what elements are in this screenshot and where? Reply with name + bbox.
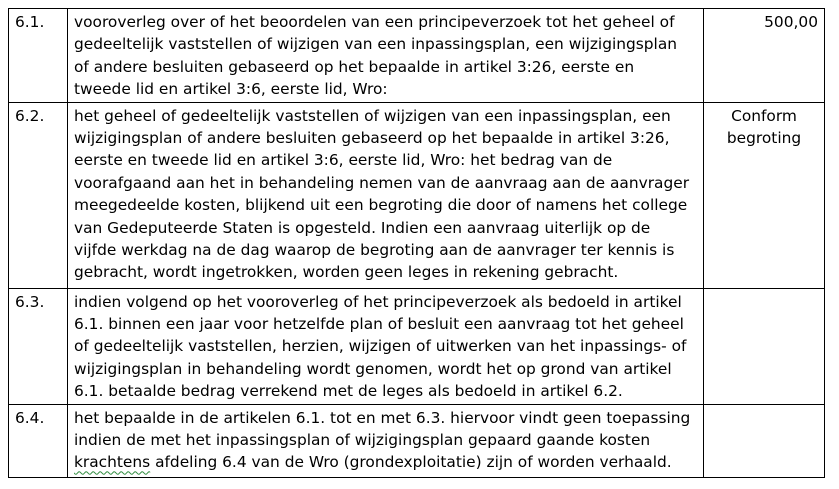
article-description — [68, 288, 704, 404]
table-row — [9, 288, 825, 404]
text-line-remainder: afdeling 6.4 van de Wro (grondexploitatie) zijn of worden verhaald. — [155, 453, 672, 472]
text-line: gebracht, wordt ingetrokken, worden geen leges in rekening gebracht. — [74, 263, 619, 282]
fee-amount — [704, 102, 825, 288]
text-line: eerste en tweede lid en artikel 3:6, eerste lid, Wro: het bedrag van de — [74, 151, 613, 170]
table-row — [9, 9, 825, 103]
text-line: het geheel of gedeeltelijk vaststellen of wijzigen van een inpassingsplan, een — [74, 106, 671, 125]
text-line: of andere besluiten gebaseerd op het bepaalde in artikel 3:26, eerste en — [74, 57, 635, 76]
text-line: indien de met het inpassingsplan of wijzigingsplan gepaard gaande kosten — [74, 431, 651, 450]
amount-line: 500,00 — [764, 13, 818, 31]
text-line: het bepaalde in de artikelen 6.1. tot en met 6.3. hiervoor vindt geen toepassing — [74, 408, 691, 427]
text-line: of gedeeltelijk vaststellen, herzien, wijzigen of uitwerken van het inpassings- of — [74, 337, 687, 356]
text-line-last — [74, 451, 697, 473]
article-number: 6.4. — [9, 404, 68, 477]
fee-amount-empty — [704, 288, 825, 404]
text-line: wijzigingsplan of andere besluiten gebaseerd op het bepaalde in artikel 3:26, — [74, 129, 670, 148]
table-row — [9, 404, 825, 477]
text-line: voorafgaand aan het in behandeling nemen van de aanvraag aan de aanvrager — [74, 173, 690, 192]
text-line: meegedeelde kosten, blijkend uit een begroting die door of namens het college — [74, 196, 688, 215]
text-line: van Gedeputeerde Staten is opgesteld. Indien een aanvraag uiterlijk op de — [74, 218, 651, 237]
fee-amount — [704, 9, 825, 103]
fee-amount-empty — [704, 404, 825, 477]
article-number: 6.1. — [9, 9, 68, 103]
amount-line: begroting — [726, 129, 802, 148]
text-line: 6.1. binnen een jaar voor hetzelfde plan of besluit een aanvraag tot het geheel — [74, 315, 684, 334]
table-row — [9, 102, 825, 288]
text-line: indien volgend op het vooroverleg of het principeverzoek als bedoeld in artikel — [74, 292, 682, 311]
text-line: vijfde werkdag na de dag waarop de begroting aan de aanvrager ter kennis is — [74, 241, 675, 260]
article-number: 6.2. — [9, 102, 68, 288]
article-number: 6.3. — [9, 288, 68, 404]
amount-line: Conform — [731, 106, 797, 125]
text-line: 6.1. betaalde bedrag verrekend met de leges als bedoeld in artikel 6.2. — [74, 382, 623, 401]
spellcheck-flagged-word[interactable]: krachtens — [74, 453, 151, 472]
text-line: vooroverleg over of het beoordelen van een principeverzoek tot het geheel of — [74, 13, 675, 31]
article-description — [68, 102, 704, 288]
text-line: gedeeltelijk vaststellen of wijzigen van een inpassingsplan, een wijzigingsplan — [74, 35, 678, 54]
article-description — [68, 9, 704, 103]
fee-table — [8, 8, 825, 478]
text-line: tweede lid en artikel 3:6, eerste lid, Wro: — [74, 80, 388, 99]
article-description — [68, 404, 704, 477]
text-line: wijzigingsplan in behandeling wordt genomen, wordt het op grond van artikel — [74, 359, 672, 378]
